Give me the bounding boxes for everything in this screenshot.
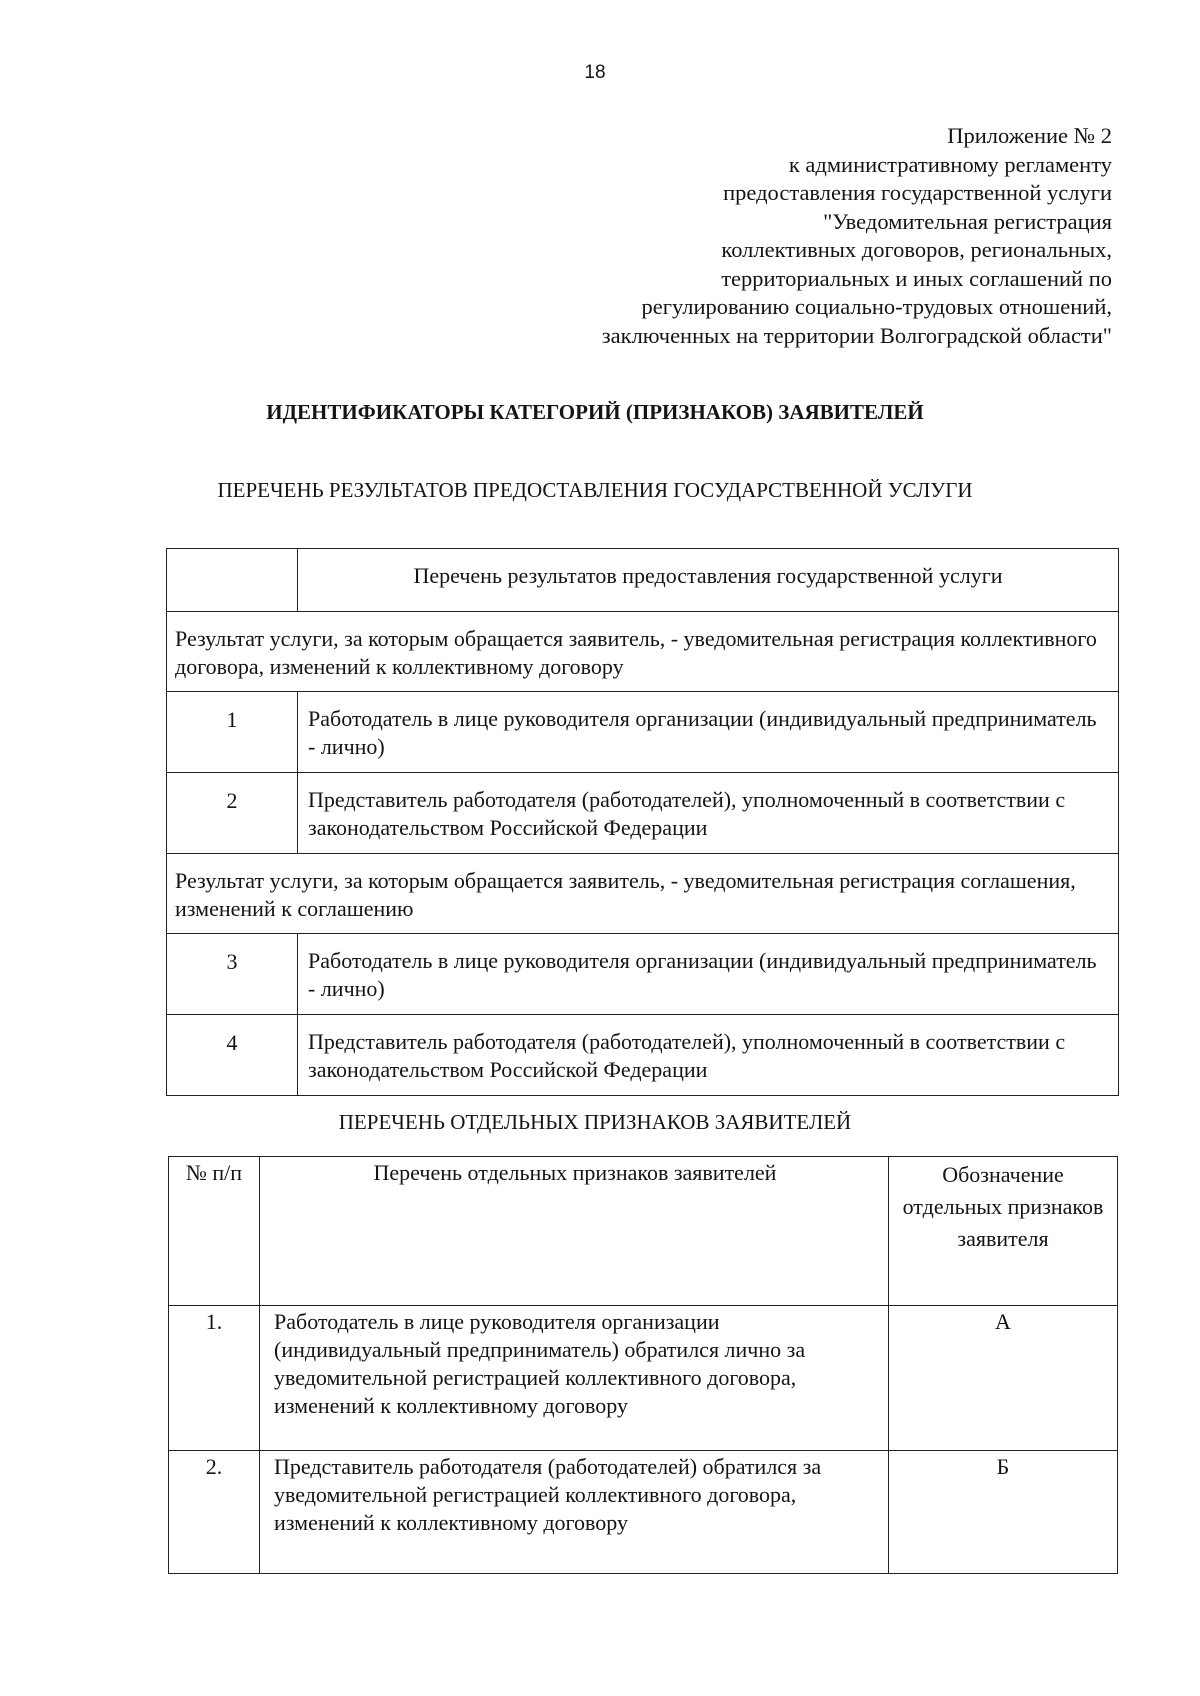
appendix-line: территориальных и иных соглашений по bbox=[721, 265, 1112, 291]
column-header-features: Перечень отдельных признаков заявителей bbox=[260, 1157, 889, 1306]
appendix-line: заключенных на территории Волгоградской области" bbox=[601, 322, 1112, 348]
row-number: 1 bbox=[167, 692, 298, 773]
results-table bbox=[166, 548, 1119, 1096]
document-title: ИДЕНТИФИКАТОРЫ КАТЕГОРИЙ (ПРИЗНАКОВ) ЗАЯВИТЕЛЕЙ bbox=[266, 400, 924, 424]
table-row bbox=[169, 1451, 1118, 1574]
row-text: Представитель работодателя (работодателей), уполномоченный в соответствии с законодательством Российской Федерации bbox=[298, 1015, 1119, 1096]
row-text: Работодатель в лице руководителя организации (индивидуальный предприниматель) обратился лично за уведомительной регистрацией коллективного договора, изменений к коллективному договору bbox=[260, 1306, 889, 1451]
row-number: 2 bbox=[167, 773, 298, 854]
group-title: Результат услуги, за которым обращается заявитель, - уведомительная регистрация соглашения, изменений к соглашению bbox=[167, 854, 1119, 934]
table-header-row bbox=[169, 1157, 1118, 1306]
row-number: 2. bbox=[169, 1451, 260, 1574]
appendix-header bbox=[602, 122, 1112, 350]
table-row bbox=[167, 934, 1119, 1015]
group-row bbox=[167, 612, 1119, 692]
row-designation: Б bbox=[889, 1451, 1118, 1574]
table-row bbox=[167, 1015, 1119, 1096]
column-header-number: № п/п bbox=[169, 1157, 260, 1306]
group-row bbox=[167, 854, 1119, 934]
table-row bbox=[169, 1306, 1118, 1451]
appendix-line: "Уведомительная регистрация bbox=[823, 208, 1112, 234]
row-text: Работодатель в лице руководителя организации (индивидуальный предприниматель - лично) bbox=[298, 934, 1119, 1015]
page-number: 18 bbox=[584, 62, 606, 83]
row-number: 1. bbox=[169, 1306, 260, 1451]
features-section-heading: ПЕРЕЧЕНЬ ОТДЕЛЬНЫХ ПРИЗНАКОВ ЗАЯВИТЕЛЕЙ bbox=[338, 1110, 852, 1134]
row-text: Представитель работодателя (работодателей) обратился за уведомительной регистрацией коллективного договора, изменений к коллективному договору bbox=[260, 1451, 889, 1574]
appendix-line: Приложение № 2 bbox=[947, 123, 1112, 148]
appendix-line: регулированию социально-трудовых отношений, bbox=[641, 294, 1112, 319]
appendix-line: коллективных договоров, региональных, bbox=[721, 237, 1112, 262]
row-designation: А bbox=[889, 1306, 1118, 1451]
table-row bbox=[167, 773, 1119, 854]
table-header-row bbox=[167, 549, 1119, 612]
row-number: 4 bbox=[167, 1015, 298, 1096]
row-number: 3 bbox=[167, 934, 298, 1015]
results-section-heading: ПЕРЕЧЕНЬ РЕЗУЛЬТАТОВ ПРЕДОСТАВЛЕНИЯ ГОСУДАРСТВЕННОЙ УСЛУГИ bbox=[217, 478, 973, 502]
table-header-cell: Перечень результатов предоставления государственной услуги bbox=[298, 549, 1119, 612]
appendix-line: к административному регламенту bbox=[788, 151, 1112, 177]
row-text: Представитель работодателя (работодателей), уполномоченный в соответствии с законодательством Российской Федерации bbox=[298, 773, 1119, 854]
table-row bbox=[167, 692, 1119, 773]
group-title: Результат услуги, за которым обращается заявитель, - уведомительная регистрация коллективного договора, изменений к коллективному договору bbox=[167, 612, 1119, 692]
features-table bbox=[168, 1156, 1118, 1574]
row-text: Работодатель в лице руководителя организации (индивидуальный предприниматель - лично) bbox=[298, 692, 1119, 773]
column-header-designation: Обозначение отдельных признаков заявителя bbox=[889, 1157, 1118, 1306]
header-empty-cell bbox=[167, 549, 298, 612]
appendix-line: предоставления государственной услуги bbox=[723, 180, 1112, 205]
